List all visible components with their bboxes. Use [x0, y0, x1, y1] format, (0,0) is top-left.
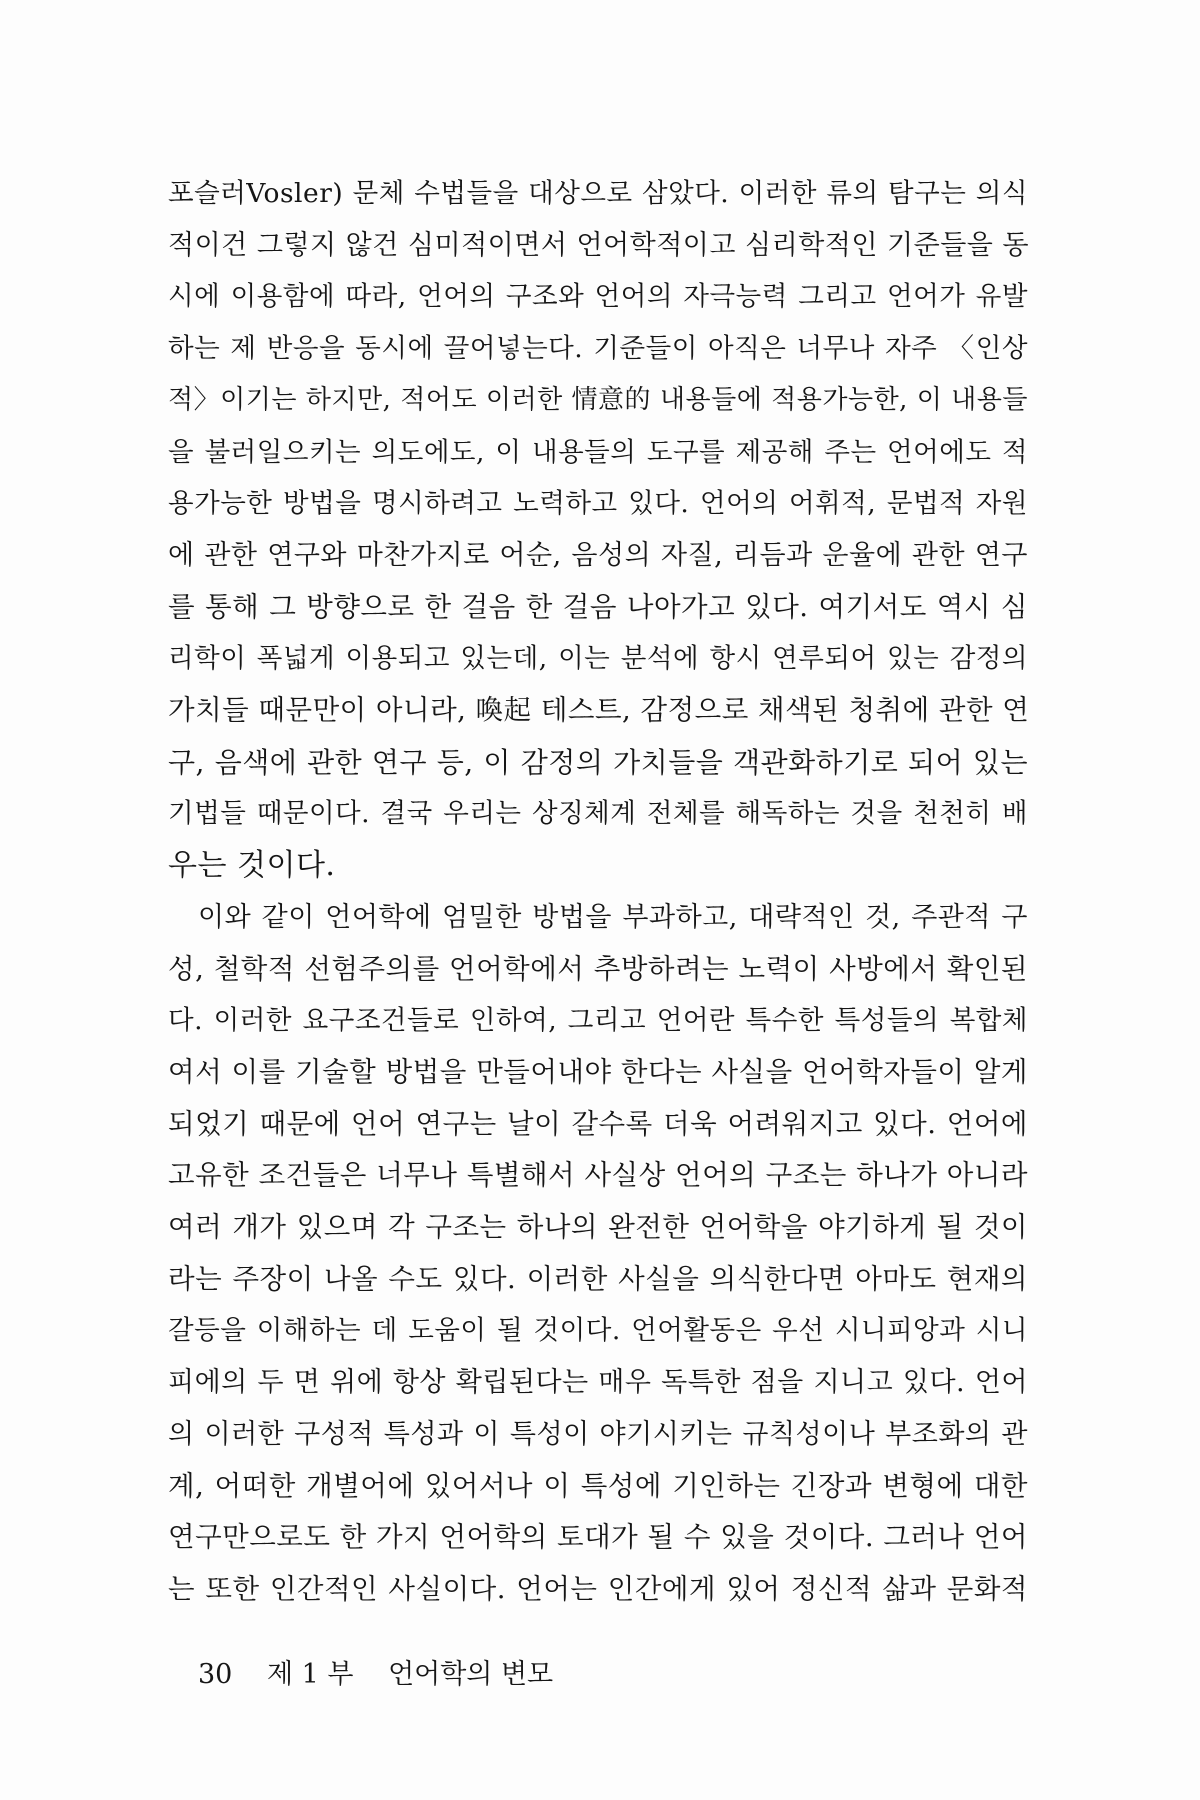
text-line: 의 이러한 구성적 특성과 이 특성이 야기시키는 규칙성이나 부조화의 관 [168, 1418, 1028, 1450]
text-line: 가치들 때문만이 아니라, 喚起 테스트, 감정으로 채색된 청취에 관한 연 [168, 694, 1030, 727]
text-line: 연구만으로도 한 가지 언어학의 토대가 될 수 있을 것이다. 그러나 언어 [168, 1521, 1028, 1554]
running-title: 언어학의 변모 [388, 1659, 554, 1690]
text-line: 피에의 두 면 위에 항상 확립된다는 매우 독특한 점을 지니고 있다. 언어 [168, 1367, 1028, 1399]
part-label: 제 1 부 [266, 1659, 354, 1690]
body-text [168, 168, 1028, 1616]
text-line: 기법들 때문이다. 결국 우리는 상징체계 전체를 해독하는 것을 천천히 배 [168, 798, 1028, 830]
text-line: 포슬러Vosler) 문체 수법들을 대상으로 삼았다. 이러한 류의 탐구는 의식 [168, 178, 1028, 209]
text-line: 을 불러일으키는 의도에도, 이 내용들의 도구를 제공해 주는 언어에도 적 [168, 436, 1028, 468]
text-line: 되었기 때문에 언어 연구는 날이 갈수록 더욱 어려워지고 있다. 언어에 [168, 1107, 1028, 1140]
text-line: 에 관한 연구와 마찬가지로 어순, 음성의 자질, 리듬과 운율에 관한 연구 [168, 539, 1028, 571]
text-line: 리학이 폭넓게 이용되고 있는데, 이는 분석에 항시 연루되어 있는 감정의 [168, 643, 1028, 675]
text-line: 시에 이용함에 따라, 언어의 구조와 언어의 자극능력 그리고 언어가 유발 [168, 281, 1028, 313]
text-line: 구, 음색에 관한 연구 등, 이 감정의 가치들을 객관화하기로 되어 있는 [168, 745, 1028, 779]
text-line: 여러 개가 있으며 각 구조는 하나의 완전한 언어학을 야기하게 될 것이 [168, 1211, 1028, 1244]
text-line: 는 또한 인간적인 사실이다. 언어는 인간에게 있어 정신적 삶과 문화적 [168, 1572, 1028, 1605]
page-footer [198, 1652, 553, 1691]
text-line: 적〉이기는 하지만, 적어도 이러한 情意的 내용들에 적용가능한, 이 내용들 [168, 384, 1028, 415]
text-line: 다. 이러한 요구조건들로 인하여, 그리고 언어란 특수한 특성들의 복합체 [168, 1005, 1028, 1037]
text-line: 하는 제 반응을 동시에 끌어넣는다. 기준들이 아직은 너무나 자주 〈인상 [168, 333, 1028, 365]
paragraph-2 [168, 892, 1028, 1616]
text-line: 이와 같이 언어학에 엄밀한 방법을 부과하고, 대략적인 것, 주관적 구 [198, 901, 1028, 933]
text-line: 우는 것이다. [168, 848, 336, 884]
text-line: 계, 어떠한 개별어에 있어서나 이 특성에 기인하는 긴장과 변형에 대한 [168, 1469, 1028, 1502]
text-line: 성, 철학적 선험주의를 언어학에서 추방하려는 노력이 사방에서 확인된 [168, 952, 1028, 985]
page-number: 30 [198, 1659, 233, 1690]
text-line: 고유한 조건들은 너무나 특별해서 사실상 언어의 구조는 하나가 아니라 [168, 1159, 1028, 1192]
text-line: 적이건 그렇지 않건 심미적이면서 언어학적이고 심리학적인 기준들을 동 [168, 229, 1030, 261]
text-line: 여서 이를 기술할 방법을 만들어내야 한다는 사실을 언어학자들이 알게 [168, 1055, 1028, 1088]
paragraph-1 [168, 168, 1028, 892]
text-line: 라는 주장이 나올 수도 있다. 이러한 사실을 의식한다면 아마도 현재의 [168, 1262, 1028, 1295]
text-line: 용가능한 방법을 명시하려고 노력하고 있다. 언어의 어휘적, 문법적 자원 [168, 488, 1028, 520]
text-line: 를 통해 그 방향으로 한 걸음 한 걸음 나아가고 있다. 여기서도 역시 심 [168, 590, 1028, 623]
text-line: 갈등을 이해하는 데 도움이 될 것이다. 언어활동은 우선 시니피앙과 시니 [168, 1315, 1028, 1347]
